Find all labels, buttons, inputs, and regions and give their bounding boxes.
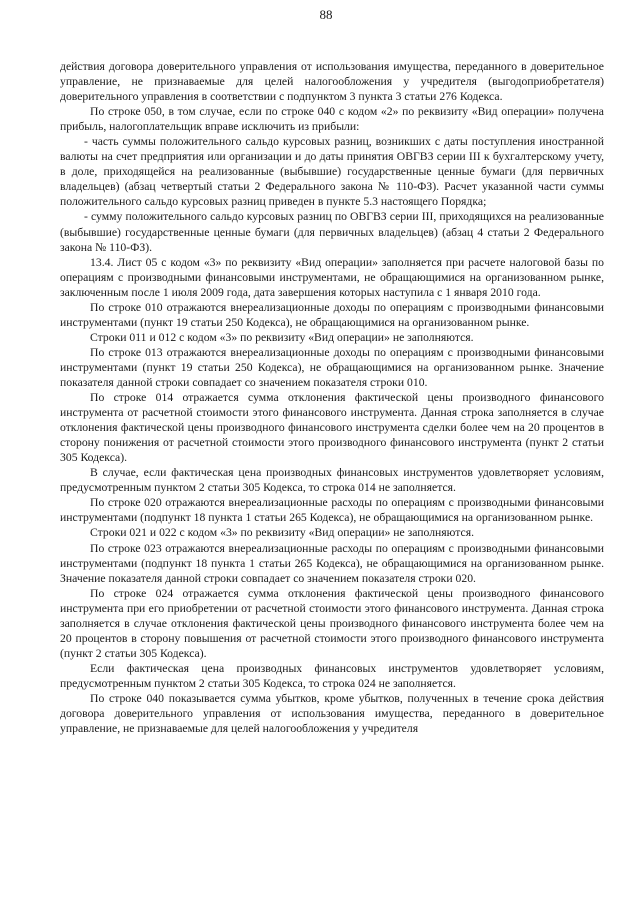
paragraph-section-13-4: 13.4. Лист 05 с кодом «3» по реквизиту «Вид операции» заполняется при расчете налоговой базы по операциям с производными финансовыми инструментами, не обращающимися на организованном рынке, заключенным после 1 июля 2009 года, дата завершения которых наступила с 1 января 2010 года. — [60, 255, 604, 299]
paragraph-line-024-condition: Если фактическая цена производных финансовых инструментов удовлетворяет условиям, предусмотренным пунктом 2 статьи 305 Кодекса, то строка 024 не заполняется. — [60, 661, 604, 690]
paragraph-line-014-condition: В случае, если фактическая цена производных финансовых инструментов удовлетворяет условиям, предусмотренным пунктом 2 статьи 305 Кодекса, то строка 014 не заполняется. — [60, 466, 604, 495]
document-body — [60, 59, 604, 736]
paragraph-line-023: По строке 023 отражаются внереализационные расходы по операциям с производными финансовыми инструментами (подпункт 18 пункта 1 статьи 265 Кодекса), не обращающимися на организованном рынке. Значение показателя данной строки совпадает со значением показателя строки 020. — [60, 541, 604, 585]
paragraph-dash-item-2: - сумму положительного сальдо курсовых разниц по ОВГВЗ серии III, приходящихся на реализованные (выбывшие) государственные ценные бумаги (для первичных владельцев) (абзац 4 статьи 2 Федерального закона № 110-ФЗ). — [60, 210, 604, 254]
paragraph-line-050: По строке 050, в том случае, если по строке 040 с кодом «2» по реквизиту «Вид операции» получена прибыль, налогоплательщик вправе исключить из прибыли: — [60, 105, 604, 134]
paragraph-line-040: По строке 040 показывается сумма убытков, кроме убытков, полученных в течение срока действия договора доверительного управления от использования имущества, переданного в доверительное управление, не признаваемые для целей налогообложения у учредителя — [60, 691, 604, 736]
paragraph-line-013: По строке 013 отражаются внереализационные доходы по операциям с производными финансовыми инструментами (пункт 19 статьи 250 Кодекса), не обращающимися на организованном рынке. Значение показателя данной строки совпадает со значением показателя строки 010. — [60, 345, 604, 389]
paragraph-line-014: По строке 014 отражается сумма отклонения фактической цены производного финансового инструмента от расчетной стоимости этого финансового инструмента. Данная строка заполняется в случае отклонения фактической цены производного финансового инструмента сделки более чем на 20 процентов в сторону понижения от расчетной стоимости этого производного финансового инструмента (пункт 2 статьи 305 Кодекса). — [60, 391, 604, 465]
paragraph-continuation: действия договора доверительного управления от использования имущества, переданного в доверительное управление, не признаваемые для целей налогообложения у учредителя (выгодоприобретателя) доверительного управления в соответствии с подпунктом 3 пункта 3 статьи 276 Кодекса. — [60, 60, 604, 104]
page-number: 88 — [319, 7, 333, 22]
paragraph-lines-011-012: Строки 011 и 012 с кодом «3» по реквизиту «Вид операции» не заполняются. — [90, 330, 474, 344]
paragraph-line-010: По строке 010 отражаются внереализационные доходы по операциям с производными финансовыми инструментами (пункт 19 статьи 250 Кодекса), не обращающимися на организованном рынке. — [60, 300, 604, 329]
paragraph-lines-021-022: Строки 021 и 022 с кодом «3» по реквизиту «Вид операции» не заполняются. — [90, 526, 474, 540]
paragraph-line-020: По строке 020 отражаются внереализационные расходы по операциям с производными финансовыми инструментами (подпункт 18 пункта 1 статьи 265 Кодекса), не обращающимися на организованном рынке. — [60, 496, 604, 525]
paragraph-line-024: По строке 024 отражается сумма отклонения фактической цены производного финансового инструмента при его приобретении от расчетной стоимости этого финансового инструмента. Данная строка заполняется в случае отклонения фактической цены производного финансового инструмента более чем на 20 процентов в сторону повышения от расчетной стоимости этого производного финансового инструмента (пункт 2 статьи 305 Кодекса). — [60, 586, 604, 660]
paragraph-dash-item-1: - часть суммы положительного сальдо курсовых разниц, возникших с даты поступления иностранной валюты на счет предприятия или организации и до даты принятия ОВГВЗ серии III к бухгалтерскому учету, в доле, приходящейся на реализованные (выбывшие) государственные ценные бумаги (для первичных владельцев) (абзац четвертый статьи 2 Федерального закона № 110-ФЗ). Расчет указанной части суммы положительного сальдо курсовых разниц приведен в пункте 5.3 настоящего Порядка; — [60, 135, 604, 209]
